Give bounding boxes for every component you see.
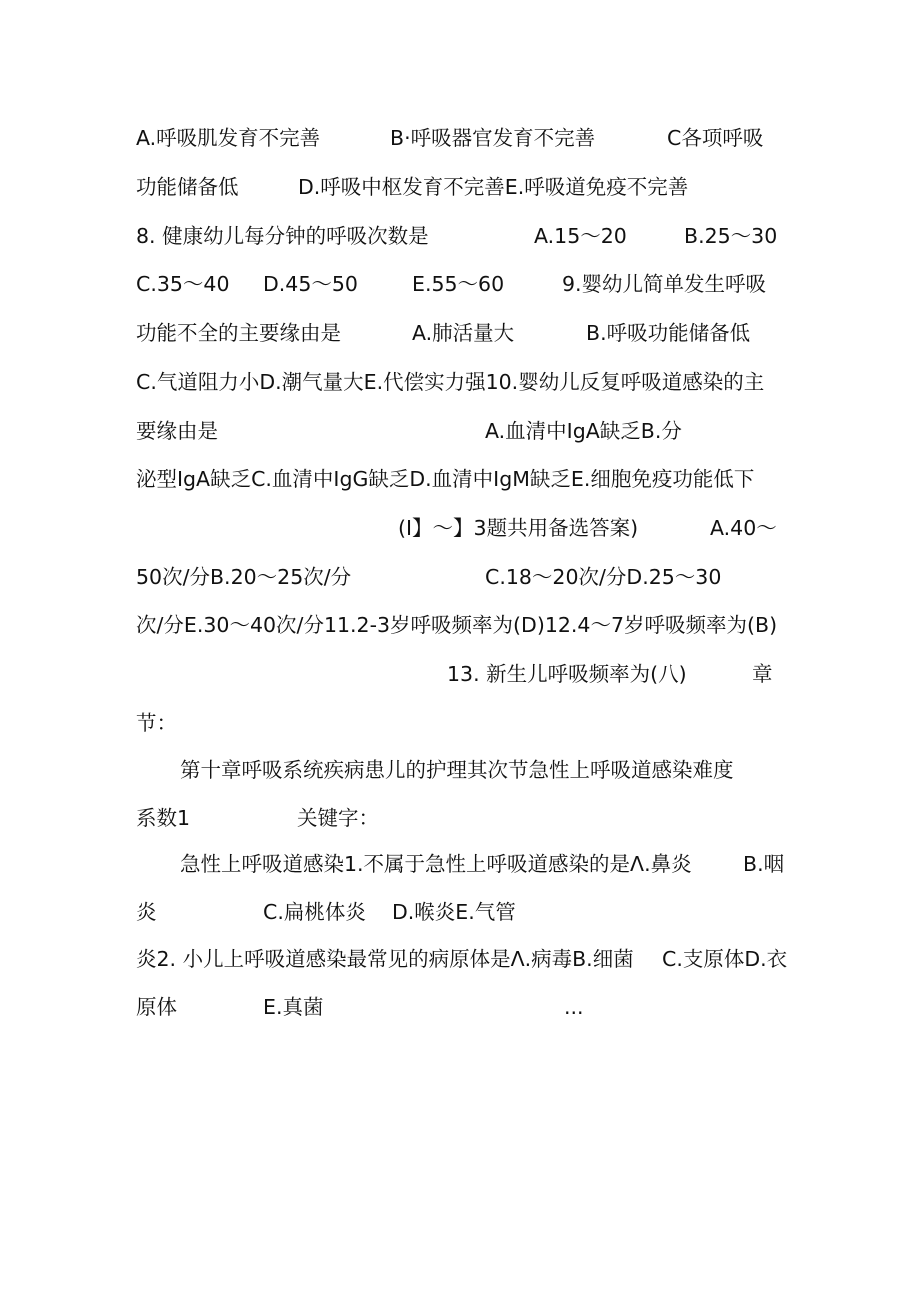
text-segment: C.气道阻力小D.潮气量大E.代偿实力强10.婴幼儿反复呼吸道感染的主 — [136, 370, 765, 394]
option-d: D.喉炎E.气管 — [392, 900, 516, 924]
text-segment: 功能不全的主要缘由是 — [136, 321, 341, 345]
option-b: B.呼吸功能储备低 — [586, 321, 751, 345]
option-e: E.55～60 — [412, 272, 505, 296]
ellipsis: ... — [564, 995, 584, 1019]
option-c: C各项呼吸 — [667, 126, 764, 150]
option-d: D.45～50 — [263, 272, 358, 296]
option-c: C.支原体D.衣 — [662, 947, 788, 971]
option-c: C.扁桃体炎 — [263, 900, 366, 924]
option-c: C.35～40 — [136, 272, 230, 296]
option-b: B.咽 — [743, 852, 785, 876]
question-1: 急性上呼吸道感染1.不属于急性上呼吸道感染的是Λ.鼻炎 — [180, 852, 692, 876]
option-a: A.血清中IgA缺乏B.分 — [485, 419, 682, 443]
question-8: 8. 健康幼儿每分钟的呼吸次数是 — [136, 224, 429, 248]
text-segment: 原体 — [136, 995, 177, 1019]
text-segment: 炎 — [136, 900, 157, 924]
text-segment: 功能储备低 — [136, 175, 239, 199]
option-a: A.15～20 — [534, 224, 627, 248]
option-b: B.25～30 — [684, 224, 778, 248]
shared-options-heading: (I】～】3题共用备选答案) — [398, 516, 639, 540]
option-a: A.呼吸肌发育不完善 — [136, 126, 321, 150]
text-segment: 50次/分B.20～25次/分 — [136, 565, 352, 589]
chapter-label: 章 — [752, 662, 773, 686]
text-segment: D.呼吸中枢发育不完善E.呼吸道免疫不完善 — [298, 175, 689, 199]
section-label: 节： — [136, 711, 177, 735]
section-heading: 第十章呼吸系统疾病患儿的护理其次节急性上呼吸道感染难度 — [180, 758, 734, 782]
text-segment: 要缘由是 — [136, 419, 218, 443]
text-segment: 泌型IgA缺乏C.血清中IgG缺乏D.血清中IgM缺乏E.细胞免疫功能低下 — [136, 467, 755, 491]
text-segment: 次/分E.30～40次/分11.2-3岁呼吸频率为(D)12.4～7岁呼吸频率为(B) — [136, 613, 778, 637]
question-2: 炎2. 小儿上呼吸道感染最常见的病原体是Λ.病毒B.细菌 — [136, 947, 634, 971]
question-13: 13. 新生儿呼吸频率为(八) — [447, 662, 687, 686]
option-e: E.真菌 — [263, 995, 324, 1019]
difficulty: 系数1 — [136, 806, 191, 830]
option-b: B·呼吸器官发育不完善 — [390, 126, 596, 150]
option-a: A.40～ — [710, 516, 777, 540]
keywords-label: 关键字： — [297, 806, 379, 830]
option-a: A.肺活量大 — [412, 321, 515, 345]
question-9: 9.婴幼儿简单发生呼吸 — [562, 272, 767, 296]
text-segment: C.18～20次/分D.25～30 — [485, 565, 722, 589]
